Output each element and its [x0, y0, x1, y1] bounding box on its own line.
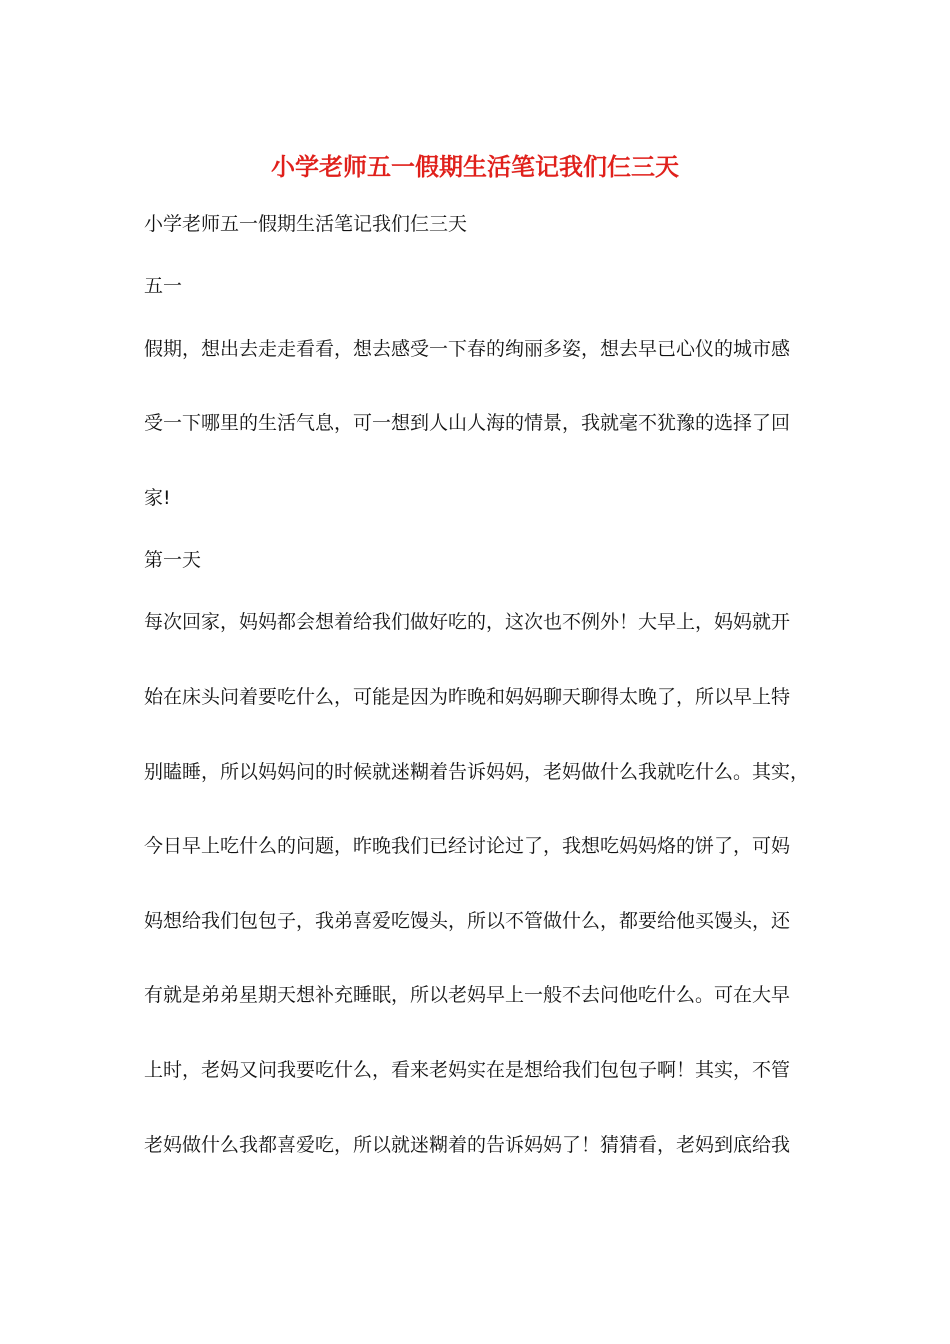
paragraph-line: 家!	[144, 487, 171, 509]
paragraph-line: 妈想给我们包包子，我弟喜爱吃馒头，所以不管做什么，都要给他买馒头，还	[144, 910, 791, 932]
paragraph-subtitle: 小学老师五一假期生活笔记我们仨三天	[144, 213, 468, 235]
document-title: 小学老师五一假期生活笔记我们仨三天	[271, 152, 679, 181]
paragraph-line: 每次回家，妈妈都会想着给我们做好吃的，这次也不例外！大早上，妈妈就开	[144, 611, 791, 633]
paragraph-line: 今日早上吃什么的问题，昨晚我们已经讨论过了，我想吃妈妈烙的饼了，可妈	[144, 835, 791, 857]
paragraph-line: 始在床头问着要吃什么，可能是因为昨晚和妈妈聊天聊得太晚了，所以早上特	[144, 686, 791, 708]
paragraph-line: 受一下哪里的生活气息，可一想到人山人海的情景，我就毫不犹豫的选择了回	[144, 412, 791, 434]
paragraph-line: 有就是弟弟星期天想补充睡眠，所以老妈早上一般不去问他吃什么。可在大早	[144, 984, 791, 1006]
paragraph-line: 假期，想出去走走看看，想去感受一下春的绚丽多姿，想去早已心仪的城市感	[144, 338, 791, 360]
paragraph-line: 别瞌睡，所以妈妈问的时候就迷糊着告诉妈妈，老妈做什么我就吃什么。其实，	[144, 761, 810, 783]
paragraph-heading-wuyi: 五一	[144, 275, 183, 297]
paragraph-heading-day-one: 第一天	[144, 549, 202, 571]
paragraph-line: 上时，老妈又问我要吃什么，看来老妈实在是想给我们包包子啊！其实，不管	[144, 1059, 791, 1081]
paragraph-line: 老妈做什么我都喜爱吃，所以就迷糊着的告诉妈妈了！猜猜看，老妈到底给我	[144, 1134, 791, 1156]
